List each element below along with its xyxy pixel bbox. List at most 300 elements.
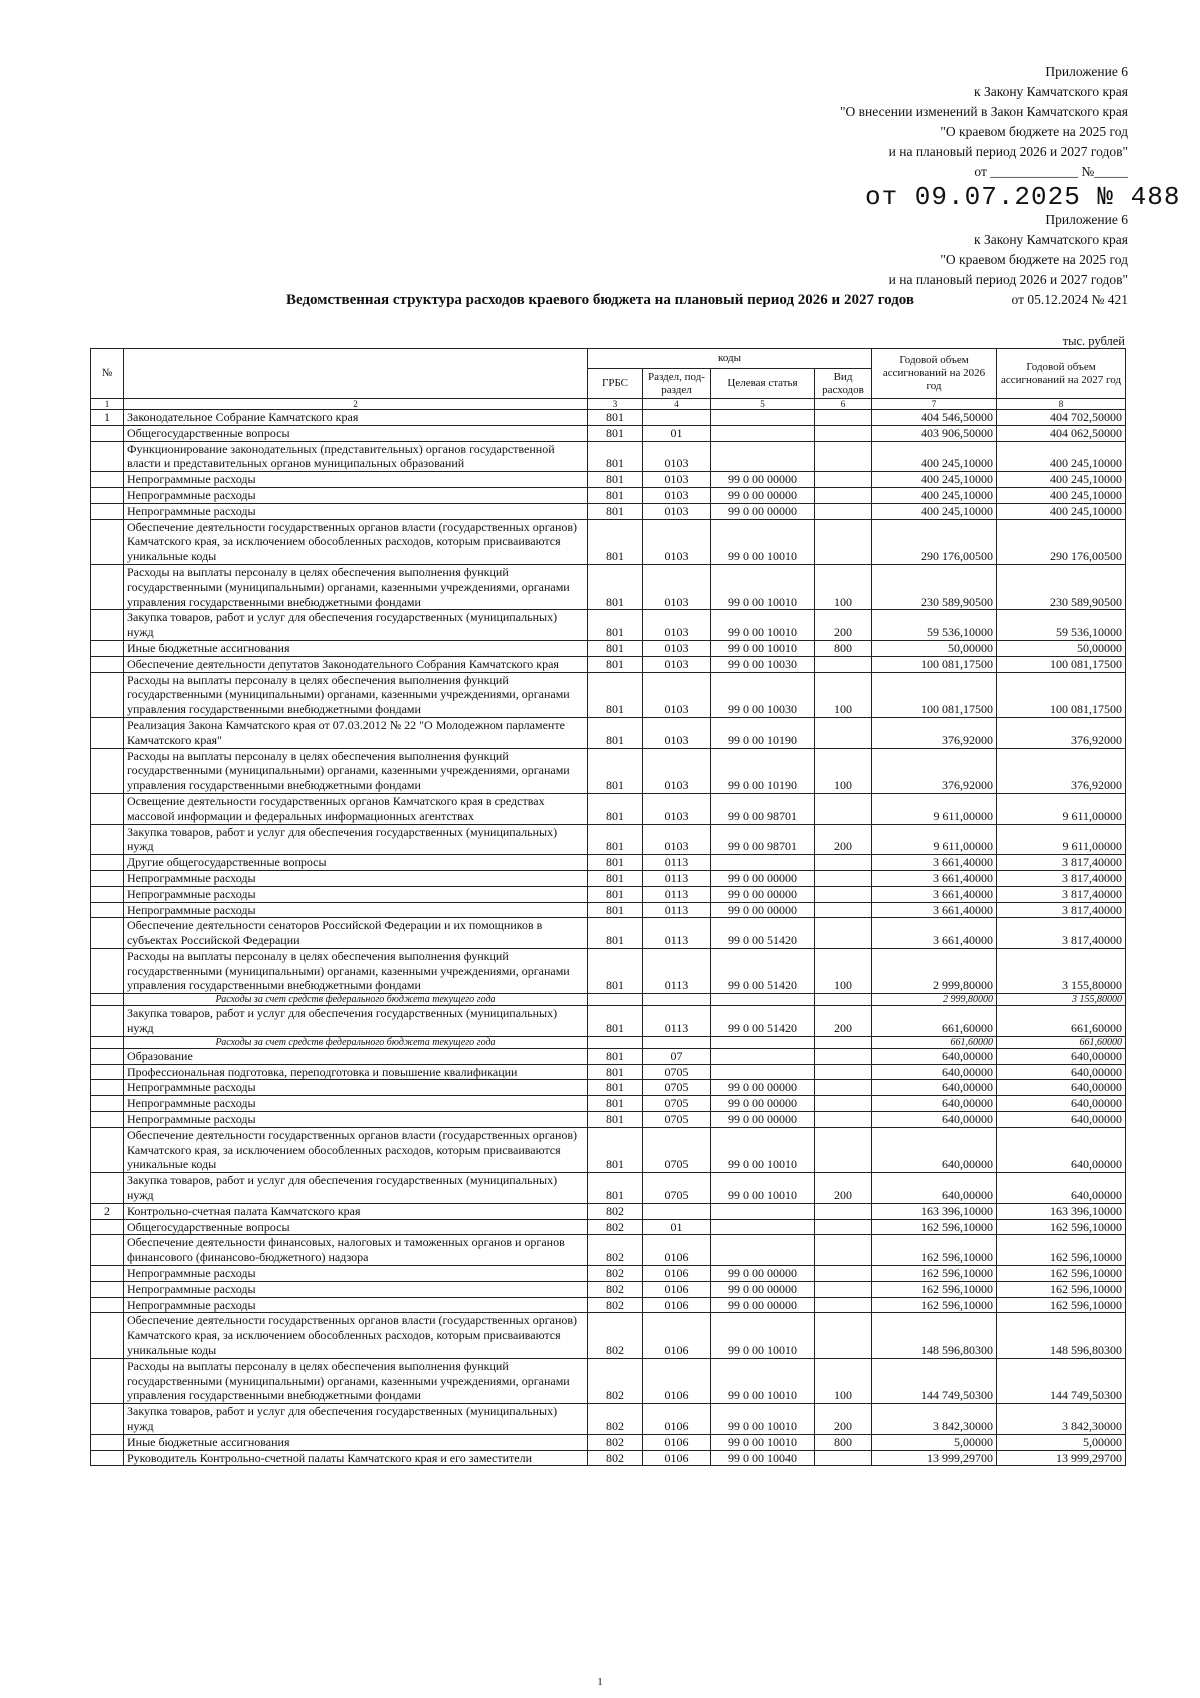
cell-vr — [815, 902, 872, 918]
cell-n — [91, 1036, 124, 1048]
cell-grbs: 801 — [588, 640, 643, 656]
col-exptype-header: Вид расходов — [815, 369, 872, 399]
cell-v27: 162 596,10000 — [997, 1219, 1126, 1235]
cell-v27: 3 155,80000 — [997, 994, 1126, 1006]
cell-n — [91, 1434, 124, 1450]
column-number: 8 — [997, 399, 1126, 410]
cell-grbs: 801 — [588, 441, 643, 472]
cell-v26: 3 842,30000 — [872, 1404, 997, 1435]
cell-vr: 800 — [815, 1434, 872, 1450]
cell-v27: 3 817,40000 — [997, 902, 1126, 918]
cell-v27: 50,00000 — [997, 640, 1126, 656]
cell-name: Непрограммные расходы — [124, 1112, 588, 1128]
cell-tgt: 99 0 00 00000 — [711, 1297, 815, 1313]
cell-grbs: 801 — [588, 503, 643, 519]
cell-v27: 376,92000 — [997, 748, 1126, 793]
cell-tgt: 99 0 00 10190 — [711, 748, 815, 793]
cell-v26: 376,92000 — [872, 717, 997, 748]
cell-name: Расходы на выплаты персоналу в целях обеспечения выполнения функций государственными (муниципальными) органами, казенными учреждениями, органами управления государственными внебюджетными фондами — [124, 564, 588, 609]
cell-grbs: 802 — [588, 1219, 643, 1235]
cell-n — [91, 1235, 124, 1266]
cell-v27: 230 589,90500 — [997, 564, 1126, 609]
cell-v26: 2 999,80000 — [872, 948, 997, 993]
cell-sec: 0113 — [643, 902, 711, 918]
cell-grbs: 801 — [588, 793, 643, 824]
cell-name: Общегосударственные вопросы — [124, 425, 588, 441]
cell-n — [91, 487, 124, 503]
cell-tgt: 99 0 00 00000 — [711, 1266, 815, 1282]
cell-n — [91, 1404, 124, 1435]
cell-sec: 0106 — [643, 1266, 711, 1282]
cell-grbs: 802 — [588, 1281, 643, 1297]
cell-n — [91, 918, 124, 949]
cell-grbs: 801 — [588, 948, 643, 993]
cell-sec: 0106 — [643, 1404, 711, 1435]
cell-name: Расходы на выплаты персоналу в целях обеспечения выполнения функций государственными (муниципальными) органами, казенными учреждениями, органами управления государственными внебюджетными фондами — [124, 672, 588, 717]
cell-n — [91, 886, 124, 902]
cell-sec: 0113 — [643, 1006, 711, 1037]
cell-tgt: 99 0 00 51420 — [711, 948, 815, 993]
table-row — [91, 1173, 1126, 1204]
cell-name: Профессиональная подготовка, переподготовка и повышение квалификации — [124, 1064, 588, 1080]
cell-v26: 100 081,17500 — [872, 672, 997, 717]
cell-name: Расходы за счет средств федерального бюджета текущего года — [124, 1036, 588, 1048]
cell-grbs: 801 — [588, 672, 643, 717]
table-row — [91, 564, 1126, 609]
cell-v26: 5,00000 — [872, 1434, 997, 1450]
cell-tgt — [711, 1048, 815, 1064]
table-row — [91, 1281, 1126, 1297]
table-row — [91, 870, 1126, 886]
table-row — [91, 1434, 1126, 1450]
cell-grbs: 802 — [588, 1358, 643, 1403]
cell-v27: 404 062,50000 — [997, 425, 1126, 441]
cell-v26: 13 999,29700 — [872, 1450, 997, 1466]
cell-vr — [815, 503, 872, 519]
cell-grbs: 802 — [588, 1450, 643, 1466]
cell-sec: 0106 — [643, 1281, 711, 1297]
header-line: от _____________ №_____ — [974, 164, 1128, 179]
cell-sec: 0113 — [643, 948, 711, 993]
table-row — [91, 948, 1126, 993]
cell-v27: 148 596,80300 — [997, 1313, 1126, 1358]
cell-name: Обеспечение деятельности финансовых, налоговых и таможенных органов и органов финансового (финансово-бюджетного) надзора — [124, 1235, 588, 1266]
table-row — [91, 672, 1126, 717]
cell-v27: 100 081,17500 — [997, 672, 1126, 717]
cell-vr — [815, 1313, 872, 1358]
cell-v26: 162 596,10000 — [872, 1266, 997, 1282]
cell-tgt: 99 0 00 98701 — [711, 824, 815, 855]
cell-grbs: 801 — [588, 1096, 643, 1112]
cell-sec — [643, 1203, 711, 1219]
cell-n — [91, 855, 124, 871]
cell-grbs: 801 — [588, 1173, 643, 1204]
cell-sec: 01 — [643, 425, 711, 441]
cell-vr — [815, 1064, 872, 1080]
cell-sec: 0103 — [643, 441, 711, 472]
cell-v26: 3 661,40000 — [872, 870, 997, 886]
cell-v27: 640,00000 — [997, 1127, 1126, 1172]
cell-grbs: 801 — [588, 487, 643, 503]
cell-sec — [643, 410, 711, 426]
cell-v27: 59 536,10000 — [997, 610, 1126, 641]
cell-tgt: 99 0 00 51420 — [711, 918, 815, 949]
cell-name: Расходы на выплаты персоналу в целях обеспечения выполнения функций государственными (муниципальными) органами, казенными учреждениями, органами управления государственными внебюджетными фондами — [124, 1358, 588, 1403]
col-vol2027-header: Годовой объем ассигнований на 2027 год — [997, 349, 1126, 399]
cell-tgt: 99 0 00 00000 — [711, 1096, 815, 1112]
cell-sec: 0113 — [643, 918, 711, 949]
cell-name: Непрограммные расходы — [124, 487, 588, 503]
cell-n — [91, 1219, 124, 1235]
cell-grbs: 801 — [588, 1048, 643, 1064]
table-row — [91, 855, 1126, 871]
cell-n — [91, 1281, 124, 1297]
cell-v26: 3 661,40000 — [872, 918, 997, 949]
header-line: и на плановый период 2026 и 2027 годов" — [888, 272, 1128, 287]
cell-vr — [815, 994, 872, 1006]
cell-n — [91, 793, 124, 824]
cell-v27: 162 596,10000 — [997, 1297, 1126, 1313]
table-row — [91, 640, 1126, 656]
cell-grbs: 802 — [588, 1297, 643, 1313]
cell-name: Обеспечение деятельности государственных органов власти (государственных органов) Камчатского края, за исключением обособленных расходов, которым присваиваются уникальные коды — [124, 1127, 588, 1172]
table-row — [91, 519, 1126, 564]
cell-grbs — [588, 994, 643, 1006]
cell-sec: 0106 — [643, 1235, 711, 1266]
cell-grbs: 801 — [588, 425, 643, 441]
table-row — [91, 1203, 1126, 1219]
header-line: Приложение 6 — [1045, 64, 1128, 79]
cell-n — [91, 610, 124, 641]
header-line: "О краевом бюджете на 2025 год — [940, 124, 1128, 139]
cell-n — [91, 994, 124, 1006]
cell-v27: 144 749,50300 — [997, 1358, 1126, 1403]
cell-name: Обеспечение деятельности сенаторов Российской Федерации и их помощников в субъектах Российской Федерации — [124, 918, 588, 949]
cell-sec: 0106 — [643, 1450, 711, 1466]
cell-sec: 0103 — [643, 793, 711, 824]
cell-v26: 640,00000 — [872, 1112, 997, 1128]
cell-sec: 0103 — [643, 564, 711, 609]
cell-v27: 100 081,17500 — [997, 656, 1126, 672]
cell-v27: 162 596,10000 — [997, 1235, 1126, 1266]
cell-grbs: 801 — [588, 902, 643, 918]
cell-v26: 640,00000 — [872, 1127, 997, 1172]
cell-vr — [815, 1048, 872, 1064]
cell-name: Непрограммные расходы — [124, 1096, 588, 1112]
cell-sec: 0103 — [643, 824, 711, 855]
cell-tgt: 99 0 00 10040 — [711, 1450, 815, 1466]
cell-sec: 0103 — [643, 503, 711, 519]
cell-v26: 59 536,10000 — [872, 610, 997, 641]
table-row — [91, 1235, 1126, 1266]
cell-vr — [815, 472, 872, 488]
column-number: 3 — [588, 399, 643, 410]
table-row — [91, 1112, 1126, 1128]
page-number: 1 — [597, 1676, 603, 1688]
header-line: "О внесении изменений в Закон Камчатского края — [840, 104, 1128, 119]
cell-grbs: 801 — [588, 610, 643, 641]
table-row — [91, 656, 1126, 672]
cell-v27: 376,92000 — [997, 717, 1126, 748]
cell-name: Закупка товаров, работ и услуг для обеспечения государственных (муниципальных) нужд — [124, 1173, 588, 1204]
cell-name: Непрограммные расходы — [124, 1080, 588, 1096]
cell-v26: 163 396,10000 — [872, 1203, 997, 1219]
cell-tgt — [711, 1064, 815, 1080]
cell-v27: 9 611,00000 — [997, 824, 1126, 855]
cell-n — [91, 748, 124, 793]
cell-n — [91, 472, 124, 488]
cell-n — [91, 1450, 124, 1466]
cell-name: Закупка товаров, работ и услуг для обеспечения государственных (муниципальных) нужд — [124, 1404, 588, 1435]
cell-tgt — [711, 1235, 815, 1266]
cell-v27: 9 611,00000 — [997, 793, 1126, 824]
cell-n — [91, 1064, 124, 1080]
cell-name: Иные бюджетные ассигнования — [124, 640, 588, 656]
cell-name: Непрограммные расходы — [124, 870, 588, 886]
cell-name: Реализация Закона Камчатского края от 07.03.2012 № 22 "О Молодежном парламенте Камчатского края" — [124, 717, 588, 748]
cell-name: Общегосударственные вопросы — [124, 1219, 588, 1235]
cell-tgt: 99 0 00 10010 — [711, 1434, 815, 1450]
cell-name: Непрограммные расходы — [124, 1297, 588, 1313]
table-row — [91, 1313, 1126, 1358]
cell-v27: 3 817,40000 — [997, 870, 1126, 886]
table-row — [91, 918, 1126, 949]
cell-v27: 162 596,10000 — [997, 1281, 1126, 1297]
cell-name: Закупка товаров, работ и услуг для обеспечения государственных (муниципальных) нужд — [124, 610, 588, 641]
cell-vr — [815, 441, 872, 472]
cell-v27: 640,00000 — [997, 1048, 1126, 1064]
cell-name: Непрограммные расходы — [124, 1266, 588, 1282]
cell-vr — [815, 1036, 872, 1048]
table-row — [91, 410, 1126, 426]
cell-v26: 640,00000 — [872, 1080, 997, 1096]
cell-tgt — [711, 1219, 815, 1235]
table-row — [91, 1358, 1126, 1403]
cell-vr — [815, 1266, 872, 1282]
cell-grbs: 801 — [588, 1064, 643, 1080]
cell-v26: 100 081,17500 — [872, 656, 997, 672]
cell-v26: 640,00000 — [872, 1173, 997, 1204]
cell-grbs — [588, 1036, 643, 1048]
cell-name: Иные бюджетные ассигнования — [124, 1434, 588, 1450]
cell-grbs: 802 — [588, 1404, 643, 1435]
table-row — [91, 441, 1126, 472]
cell-v27: 3 817,40000 — [997, 855, 1126, 871]
cell-n — [91, 717, 124, 748]
cell-tgt: 99 0 00 00000 — [711, 886, 815, 902]
cell-sec: 01 — [643, 1219, 711, 1235]
cell-vr — [815, 886, 872, 902]
cell-tgt: 99 0 00 00000 — [711, 1112, 815, 1128]
cell-v26: 3 661,40000 — [872, 855, 997, 871]
cell-v26: 640,00000 — [872, 1048, 997, 1064]
cell-sec: 0705 — [643, 1173, 711, 1204]
cell-v26: 148 596,80300 — [872, 1313, 997, 1358]
cell-v26: 162 596,10000 — [872, 1219, 997, 1235]
table-row — [91, 1006, 1126, 1037]
cell-v26: 403 906,50000 — [872, 425, 997, 441]
cell-sec: 0106 — [643, 1434, 711, 1450]
cell-vr — [815, 1450, 872, 1466]
table-row — [91, 503, 1126, 519]
cell-n — [91, 564, 124, 609]
table-row — [91, 902, 1126, 918]
cell-v27: 640,00000 — [997, 1096, 1126, 1112]
cell-grbs: 801 — [588, 1127, 643, 1172]
cell-v27: 400 245,10000 — [997, 441, 1126, 472]
cell-n — [91, 902, 124, 918]
cell-vr — [815, 870, 872, 886]
cell-name: Другие общегосударственные вопросы — [124, 855, 588, 871]
cell-n — [91, 519, 124, 564]
cell-name: Непрограммные расходы — [124, 1281, 588, 1297]
cell-name: Контрольно-счетная палата Камчатского края — [124, 1203, 588, 1219]
table-row — [91, 1404, 1126, 1435]
cell-n — [91, 640, 124, 656]
header-line: и на плановый период 2026 и 2027 годов" — [888, 144, 1128, 159]
cell-v26: 144 749,50300 — [872, 1358, 997, 1403]
cell-vr: 100 — [815, 564, 872, 609]
cell-v26: 376,92000 — [872, 748, 997, 793]
header-line: к Закону Камчатского края — [974, 84, 1128, 99]
cell-sec: 0103 — [643, 610, 711, 641]
cell-sec: 0113 — [643, 870, 711, 886]
cell-v27: 163 396,10000 — [997, 1203, 1126, 1219]
table-row — [91, 1219, 1126, 1235]
cell-v26: 162 596,10000 — [872, 1235, 997, 1266]
cell-v27: 640,00000 — [997, 1112, 1126, 1128]
cell-vr — [815, 855, 872, 871]
cell-v26: 3 661,40000 — [872, 902, 997, 918]
cell-vr: 200 — [815, 1404, 872, 1435]
cell-n — [91, 1080, 124, 1096]
header-line: от 05.12.2024 № 421 — [1011, 292, 1128, 307]
header-line: к Закону Камчатского края — [974, 232, 1128, 247]
cell-v27: 3 817,40000 — [997, 918, 1126, 949]
cell-tgt: 99 0 00 10010 — [711, 1127, 815, 1172]
cell-sec: 0705 — [643, 1064, 711, 1080]
cell-vr — [815, 1219, 872, 1235]
cell-v26: 404 546,50000 — [872, 410, 997, 426]
cell-v27: 13 999,29700 — [997, 1450, 1126, 1466]
cell-tgt: 99 0 00 10010 — [711, 564, 815, 609]
cell-sec: 07 — [643, 1048, 711, 1064]
cell-v27: 661,60000 — [997, 1006, 1126, 1037]
cell-sec: 0103 — [643, 672, 711, 717]
cell-grbs: 802 — [588, 1266, 643, 1282]
cell-vr — [815, 487, 872, 503]
cell-name: Образование — [124, 1048, 588, 1064]
cell-vr: 100 — [815, 1358, 872, 1403]
cell-name: Обеспечение деятельности государственных органов власти (государственных органов) Камчатского края, за исключением обособленных расходов, которым присваиваются уникальные коды — [124, 1313, 588, 1358]
cell-name: Закупка товаров, работ и услуг для обеспечения государственных (муниципальных) нужд — [124, 1006, 588, 1037]
cell-name: Расходы за счет средств федерального бюджета текущего года — [124, 994, 588, 1006]
cell-v27: 290 176,00500 — [997, 519, 1126, 564]
cell-grbs: 801 — [588, 519, 643, 564]
cell-name: Закупка товаров, работ и услуг для обеспечения государственных (муниципальных) нужд — [124, 824, 588, 855]
cell-grbs: 801 — [588, 824, 643, 855]
table-row — [91, 472, 1126, 488]
cell-sec: 0103 — [643, 717, 711, 748]
cell-v26: 2 999,80000 — [872, 994, 997, 1006]
cell-n — [91, 1266, 124, 1282]
cell-tgt: 99 0 00 00000 — [711, 503, 815, 519]
cell-grbs: 801 — [588, 564, 643, 609]
cell-n — [91, 425, 124, 441]
cell-sec: 0103 — [643, 656, 711, 672]
cell-name: Обеспечение деятельности депутатов Законодательного Собрания Камчатского края — [124, 656, 588, 672]
cell-tgt: 99 0 00 10190 — [711, 717, 815, 748]
col-vol2026-header: Годовой объем ассигнований на 2026 год — [872, 349, 997, 399]
cell-vr: 200 — [815, 824, 872, 855]
cell-n — [91, 870, 124, 886]
table-row — [91, 748, 1126, 793]
cell-vr — [815, 656, 872, 672]
cell-n — [91, 824, 124, 855]
cell-v26: 400 245,10000 — [872, 503, 997, 519]
cell-n — [91, 1096, 124, 1112]
cell-v26: 661,60000 — [872, 1006, 997, 1037]
cell-v27: 400 245,10000 — [997, 487, 1126, 503]
cell-v27: 5,00000 — [997, 1434, 1126, 1450]
cell-tgt — [711, 1036, 815, 1048]
table-row — [91, 425, 1126, 441]
cell-vr — [815, 425, 872, 441]
cell-v27: 400 245,10000 — [997, 503, 1126, 519]
cell-sec — [643, 994, 711, 1006]
cell-n: 2 — [91, 1203, 124, 1219]
cell-vr: 100 — [815, 948, 872, 993]
table-row — [91, 610, 1126, 641]
cell-sec: 0103 — [643, 487, 711, 503]
cell-v26: 162 596,10000 — [872, 1281, 997, 1297]
table-row — [91, 1297, 1126, 1313]
cell-n — [91, 672, 124, 717]
header-line: Приложение 6 — [1045, 212, 1128, 227]
table-body — [91, 410, 1126, 1466]
cell-tgt: 99 0 00 00000 — [711, 472, 815, 488]
cell-vr — [815, 717, 872, 748]
cell-n — [91, 1112, 124, 1128]
cell-grbs: 801 — [588, 1006, 643, 1037]
cell-v27: 640,00000 — [997, 1173, 1126, 1204]
cell-name: Законодательное Собрание Камчатского края — [124, 410, 588, 426]
cell-tgt: 99 0 00 10030 — [711, 672, 815, 717]
cell-name: Непрограммные расходы — [124, 886, 588, 902]
cell-name: Обеспечение деятельности государственных органов власти (государственных органов) Камчатского края, за исключением обособленных расходов, которым присваиваются уникальные коды — [124, 519, 588, 564]
cell-grbs: 802 — [588, 1203, 643, 1219]
cell-tgt: 99 0 00 00000 — [711, 1281, 815, 1297]
table-row — [91, 1127, 1126, 1172]
cell-grbs: 801 — [588, 870, 643, 886]
cell-vr — [815, 1096, 872, 1112]
cell-tgt: 99 0 00 10010 — [711, 610, 815, 641]
cell-n — [91, 656, 124, 672]
cell-v26: 230 589,90500 — [872, 564, 997, 609]
column-numbers-row — [91, 399, 1126, 410]
cell-tgt: 99 0 00 10010 — [711, 1173, 815, 1204]
cell-tgt: 99 0 00 10010 — [711, 519, 815, 564]
cell-n: 1 — [91, 410, 124, 426]
column-number: 7 — [872, 399, 997, 410]
table-row — [91, 886, 1126, 902]
cell-grbs: 801 — [588, 1112, 643, 1128]
column-number: 6 — [815, 399, 872, 410]
table-row — [91, 824, 1126, 855]
cell-v26: 9 611,00000 — [872, 824, 997, 855]
cell-v26: 9 611,00000 — [872, 793, 997, 824]
cell-v26: 661,60000 — [872, 1036, 997, 1048]
